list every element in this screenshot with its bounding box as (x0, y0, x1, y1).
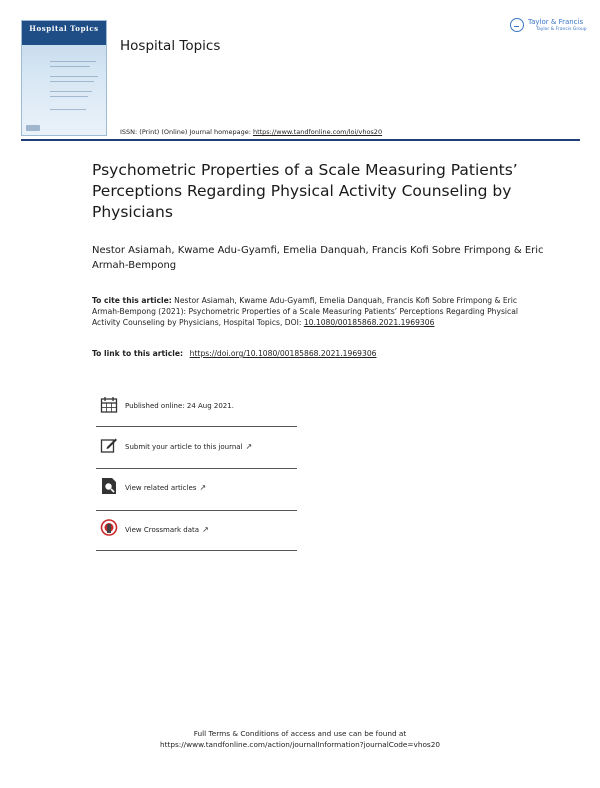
citation-block (92, 295, 532, 329)
article-authors: Nestor Asiamah, Kwame Adu-Gyamfi, Emelia Danquah, Francis Kofi Sobre Frimpong & Eric Armah-Bempong (92, 245, 544, 271)
publisher-logo[interactable] (510, 17, 587, 37)
related-articles-text: View related articles (125, 484, 197, 492)
related-articles-row[interactable] (96, 474, 297, 502)
cover-title: Hospital Topics (29, 24, 99, 33)
issn-line (120, 128, 382, 136)
article-title: Psychometric Properties of a Scale Measuring Patients’ Perceptions Regarding Physical Activity Counseling by Physicians (92, 161, 518, 221)
citation-text: Nestor Asiamah, Kwame Adu-Gyamfi, Emelia Danquah, Francis Kofi Sobre Frimpong & Eric Armah-Bempong (2021): Psychometric Properties of a Scale Measuring Patients’ Perceptions Regarding Physical Activity Counseling by Physicians, Hospital Topics, DOI: (92, 296, 518, 328)
issn-text: ISSN: (Print) (Online) Journal homepage: (120, 128, 253, 136)
row-divider (96, 468, 297, 469)
terms-footer (0, 728, 600, 750)
submit-article-row[interactable] (96, 433, 297, 461)
external-link-icon: ↗ (245, 442, 253, 451)
row-divider (96, 510, 297, 511)
article-link-line (92, 349, 552, 358)
journal-cover-thumbnail[interactable] (21, 20, 107, 136)
published-online-text: Published online: 24 Aug 2021. (125, 402, 234, 410)
related-articles-link[interactable] (125, 483, 206, 492)
crossmark-text: View Crossmark data (125, 526, 200, 534)
submit-article-link[interactable] (125, 442, 252, 451)
journal-homepage-link[interactable]: https://www.tandfonline.com/loi/vhos20 (252, 128, 383, 136)
submit-edit-icon (100, 436, 118, 454)
row-divider (96, 550, 297, 551)
submit-article-text: Submit your article to this journal (125, 443, 243, 451)
publisher-logo-group: Taylor & Francis Group (536, 27, 587, 32)
terms-footer-line1: Full Terms & Conditions of access and use can be found at (193, 729, 407, 738)
citation-label: To cite this article: (92, 296, 172, 305)
publisher-logo-icon (510, 18, 524, 32)
crossmark-row[interactable] (96, 516, 297, 544)
journal-name[interactable]: Hospital Topics (120, 38, 221, 54)
crossmark-icon (100, 519, 118, 537)
related-search-icon (100, 477, 118, 495)
citation-doi-link[interactable]: 10.1080/00185868.2021.1969306 (303, 318, 435, 328)
article-doi-url[interactable]: https://doi.org/10.1080/00185868.2021.1969306 (189, 349, 377, 358)
crossmark-link[interactable] (125, 525, 209, 534)
cover-title-band (22, 21, 106, 45)
external-link-icon: ↗ (202, 525, 209, 534)
publisher-logo-name: Taylor & Francis (528, 18, 584, 26)
terms-footer-url[interactable]: https://www.tandfonline.com/action/journalInformation?journalCode=vhos20 (159, 740, 441, 749)
calendar-icon (100, 396, 118, 414)
row-divider (96, 426, 297, 427)
external-link-icon: ↗ (199, 483, 207, 492)
article-link-label: To link to this article: (92, 349, 186, 358)
cover-publisher-mark (26, 125, 40, 131)
header-divider (21, 139, 580, 141)
published-online-row (96, 393, 297, 421)
